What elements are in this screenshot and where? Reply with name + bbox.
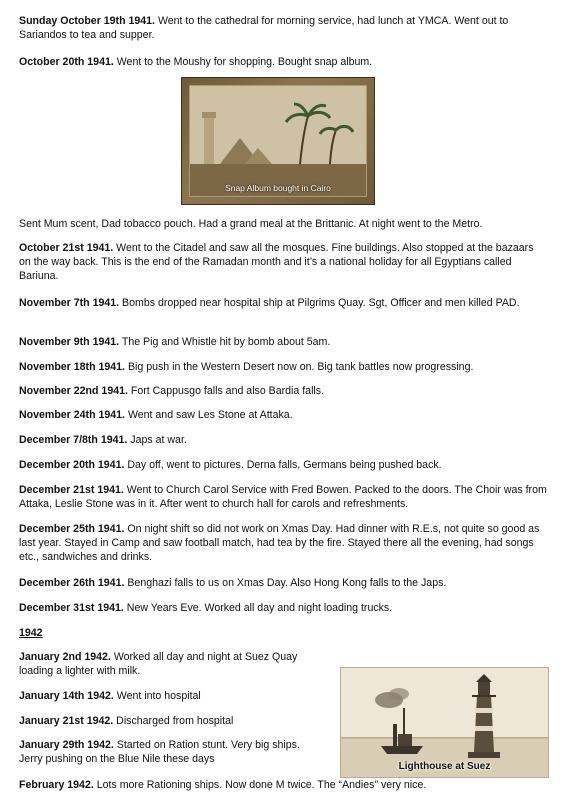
year-heading: 1942 [19,627,43,639]
entry-text: New Years Eve. Worked all day and night loading trucks. [123,602,393,614]
album-caption: Snap Album bought in Cairo [225,183,331,193]
entry-text: On night shift so did not work on Xmas Day. Had dinner with R.E.s, not quite so good as last year. Stayed in Camp and saw football match, had tea by the fire. Stayed there all the evening, had songs etc., sandwiches and drinks. [19,523,540,564]
entry-date: January 14th 1942. [19,690,114,702]
diary-entry [19,458,547,472]
entry-date: December 20th 1941. [19,459,125,471]
entry-date: October 20th 1941. [19,56,114,68]
diary-entry [19,576,547,590]
entry-date: January 21st 1942. [19,715,114,727]
diary-entry [19,601,547,615]
entry-date: November 24th 1941. [19,409,125,421]
diary-entry [19,241,547,284]
entry-text: Big push in the Western Desert now on. Big tank battles now progressing. [125,361,474,373]
diary-entry [19,408,547,422]
entry-text: The Pig and Whistle hit by bomb about 5am. [119,336,331,348]
diary-entry [19,738,319,766]
diary-entry [19,433,547,447]
diary-entry [19,55,547,69]
entry-text: Went to the Moushy for shopping. Bought snap album. [113,56,373,68]
album-scene-illustration [190,86,366,196]
entry-date: December 25th 1941. [19,523,125,535]
album-photo-frame [189,85,367,197]
diary-entry [19,384,547,398]
entry-text: Bombs dropped near hospital ship at Pilgrims Quay. Sgt, Officer and men killed PAD. [119,297,520,309]
diary-entry [19,650,319,678]
entry-text: Worked all day and night at Suez Quay loading a lighter with milk. [19,651,298,678]
entry-text: Started on Ration stunt. Very big ships. Jerry pushing on the Blue Nile these days [19,739,300,766]
lighthouse-photo [340,667,549,778]
diary-entry [19,778,547,792]
entry-text: Japs at war. [127,434,187,446]
diary-entry [19,335,547,349]
snap-album-photo [181,77,375,205]
entry-date: January 29th 1942. [19,739,114,751]
entry-text: Went and saw Les Stone at Attaka. [125,409,293,421]
entry-date: January 2nd 1942. [19,651,111,663]
diary-entry [19,14,547,42]
diary-entry [19,714,319,728]
entry-date: November 18th 1941. [19,361,125,373]
diary-entry [19,483,547,511]
entry-text: Day off, went to pictures. Derna falls, Germans being pushed back. [124,459,442,471]
entry-text: Went to the Citadel and saw all the mosques. Fine buildings. Also stopped at the bazaars on the way back. This is the end of the Ramadan month and it’s a national holiday for all Egyptians called Bariuna. [19,242,534,283]
entry-date: November 7th 1941. [19,297,120,309]
diary-entry [19,217,547,231]
entry-date: Sunday October 19th 1941. [19,15,156,27]
entry-date: December 7/8th 1941. [19,434,128,446]
entry-text: Discharged from hospital [113,715,234,727]
entry-text: Went to Church Carol Service with Fred Bowen. Packed to the doors. The Choir was from Attaka, Leslie Stone was in it. After went to church hall for carols and refreshments. [19,484,547,511]
entry-date: December 26th 1941. [19,577,125,589]
entry-date: November 9th 1941. [19,336,120,348]
entry-date: December 21st 1941. [19,484,124,496]
diary-entry [19,689,319,703]
lighthouse-caption: Lighthouse at Suez [398,761,491,772]
diary-entry [19,360,547,374]
entry-date: November 22nd 1941. [19,385,128,397]
entry-text: Sent Mum scent, Dad tobacco pouch. Had a grand meal at the Brittanic. At night went to the Metro. [19,218,483,230]
entry-text: Went into hospital [113,690,201,702]
entry-date: December 31st 1941. [19,602,124,614]
diary-entry [19,522,547,565]
entry-text: Fort Cappusgo falls and also Bardia falls. [127,385,325,397]
diary-entry [19,296,547,310]
entry-text: Lots more Rationing ships. Now done M twice. The “Andies” very nice. [93,779,427,791]
entry-text: Went to the cathedral for morning service, had lunch at YMCA. Went out to Sariandos to tea and supper. [19,15,509,42]
entry-text: Benghazi falls to us on Xmas Day. Also Hong Kong falls to the Japs. [124,577,447,589]
entry-date: October 21st 1941. [19,242,114,254]
entry-date: February 1942. [19,779,94,791]
